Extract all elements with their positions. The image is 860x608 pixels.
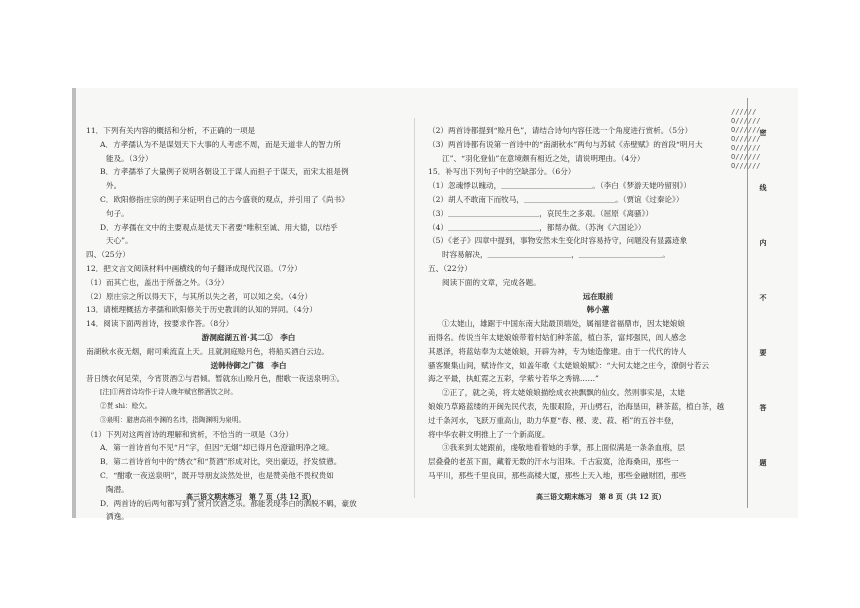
text-line: （3）两首诗都有说第一首诗中的“南湖秋水”两句与苏轼《赤壁赋》的首段“明月大: [428, 139, 703, 149]
text-line: （1）忽魂悸以魄动，＿＿＿＿＿＿＿＿＿＿＿＿。（李白《梦游天姥吟留别》）: [428, 181, 692, 191]
text-line: 海之平最，执虹霓之五彩，学紫兮若华之秀锦……”: [428, 374, 599, 384]
text-line: 五、（22分）: [428, 263, 472, 273]
text-line: ③泉明：避唐高祖李渊的名讳，指陶渊明为泉明。: [100, 415, 246, 424]
text-line: 陶潜。: [106, 484, 129, 494]
text-line: D．方孝孺在文中的主要观点是忧天下者要“唯积至诚、用大德，以结乎: [100, 222, 338, 232]
text-line: 阅读下面的文章，完成各题。: [442, 277, 541, 287]
text-line: （2）原庄宗之所以得天下，与其所以失之者，可以知之矣。（4分）: [86, 291, 313, 301]
seal-label: 内: [759, 238, 767, 247]
seal-label: 线: [759, 183, 767, 192]
right-page-footer: 高三语文期末练习 第 8 页（共 12 页）: [536, 492, 666, 501]
text-line: ②贳 shì：赊欠。: [100, 401, 152, 410]
text-line: B．方孝孺举了大量例子说明各朝设工于谋人而担子于谋天，而宋太祖是例: [100, 167, 349, 177]
text-line: 11．下列有关内容的概括和分析，不正确的一项是: [86, 126, 256, 135]
text-line: 15．补写出下列句子中的空缺部分。（6分）: [428, 167, 576, 177]
text-line: 昔日绣衣何足荣，今宵贳酒②与君倾。暂就东山赊月色，酣歌一夜送泉明③。: [86, 374, 345, 384]
text-line: （2）两首诗都提到“赊月色”，请结合诗句内容任选一个角度进行赏析。（5分）: [428, 126, 693, 135]
left-page: [86, 124, 411, 524]
text-line: 13．请梳理概括方孝孺和欧阳修关于历史教训的认知的异同。（4分）: [86, 305, 317, 315]
seal-label: 密: [759, 128, 767, 137]
exam-sheet: [72, 88, 798, 522]
text-line: A．第一首诗首句不见“月”字，但因“无烟”却已得月色澄澈明净之境。: [100, 443, 334, 453]
text-line: ①太姥山，雄踞于中国东南大陆最顶端处，属福建省福鼎市，因太姥娘娘: [442, 319, 685, 329]
text-line: （1）而其亡也，盖出于所备之外。（3分）: [86, 277, 229, 287]
text-line: 游洞庭湖五首·其二① 李白: [201, 332, 296, 342]
text-line: 骚客聚集山间，赋诗作文，如盖年歌《太姥娘娘赋》：“大何太姥之庄今，潦倒兮若云: [428, 360, 710, 370]
text-line: D．两首诗的后两句都写到了赏月饮酒之乐。都能表现李白的洒脱不羁，豪放: [100, 498, 357, 508]
text-line: 马平川，那些千里良田，那些高楼大厦，那些上天入地，那些金融财团，那些: [428, 470, 687, 480]
text-line: A．方孝孺认为不是谋划天下大事的人考虑不周，而是天道非人的智力所: [100, 139, 341, 149]
text-line: 将中华农耕文明推上了一个新高度。: [428, 429, 550, 439]
text-line: 过千条河水，飞跃万重高山，助力华夏“春、稷、麦、菽、稻”的五谷丰登，: [428, 415, 679, 425]
text-line: 江”、“羽化登仙”在意境颇有相近之处，请说明理由。（4分）: [442, 153, 645, 163]
page-fold: [414, 118, 415, 498]
text-line: 其恩泽，将蓝姑奉为太姥娘娘，开辟为神，专为她造像建。由于一代代的诗人: [428, 346, 687, 356]
text-line: 外。: [106, 181, 122, 191]
text-line: 时容易解决，＿＿＿＿＿＿＿＿＿＿＿，＿＿＿＿＿＿＿＿＿＿＿。: [442, 250, 670, 260]
text-line: 远在眼前: [582, 291, 614, 301]
text-line: 韩小蕙: [586, 305, 610, 315]
text-line: （3）＿＿＿＿＿＿＿＿＿＿＿＿，哀民生之多艰。（屈原《离骚》）: [428, 208, 654, 218]
text-line: 12．把文言文阅读材料中画横线的句子翻译成现代汉语。（7分）: [86, 263, 302, 273]
text-line: 洒逸。: [106, 512, 129, 522]
seal-label: 不: [759, 293, 767, 302]
text-line: 句子。: [106, 208, 129, 218]
text-line: （2）胡人不敢南下而牧马，＿＿＿＿＿＿＿＿＿＿＿＿。（贾谊《过秦论》）: [428, 194, 684, 204]
text-line: 四、（25分）: [86, 250, 130, 260]
seal-labels: [747, 98, 792, 508]
text-line: 天心”。: [106, 236, 133, 246]
text-line: 而得名。传说当年太姥娘娘带着村姑们种茶蓝，植白茶，富邦强民，闾人感念: [428, 332, 687, 342]
text-line: ②正了，就之美，将太姥娘娘描绘成衣袂飘飘的仙女。然则事实是，太姥: [442, 388, 685, 398]
seal-label: 答: [759, 403, 767, 412]
seal-label: 题: [759, 458, 767, 467]
text-line: 娘娘乃草路蓝缕的开闽先民代表，先服艰险，开山劈石，治海垦田，耕茶蓝，植白茶，越: [428, 401, 725, 411]
text-line: [注]①两首诗均作于诗人晚年赋官醉酒饮之时。: [100, 388, 238, 397]
text-line: 送韩侍御之广德 李白: [210, 360, 287, 370]
text-line: （5）《老子》四章中提到，事物安然未生变化时容易持守，问题没有显露迹象: [428, 236, 688, 246]
left-page-footer: 高三语文期末练习 第 7 页（共 12 页）: [186, 492, 316, 501]
right-page: [428, 124, 768, 483]
binding-line: //////O//////O//////O//////O//////O//////O//////: [731, 108, 761, 170]
text-line: C．“酣歌一夜送泉明”，既开导朋友淡然处世，也是赞美他不畏权贵如: [100, 470, 334, 480]
text-line: （4）＿＿＿＿＿＿＿＿＿＿＿＿，都帮办做。（苏洵《六国论》）: [428, 222, 646, 232]
text-line: （1）下列对这两首诗的理解和赏析，不恰当的一项是（3分）: [86, 429, 294, 439]
seal-label: 要: [759, 348, 767, 357]
text-line: 能及。（3分）: [106, 153, 153, 163]
binding-margin: [731, 88, 795, 518]
text-line: ③我来到太姥跟前，虔敬地看着她的手掌，那上面似满是一条条血痕，层: [442, 443, 685, 453]
text-line: 层叠叠的老茧下面，藏着无数的汗水与泪珠。千古寂寞，沧海桑田，那些一: [428, 457, 679, 467]
text-line: B．第二首诗首句中的“绣衣”和“贳酒”形成对比，突出豪迈，抒发愤懑。: [100, 457, 342, 467]
text-line: 14．阅读下面两首诗，按要求作答。（8分）: [86, 319, 234, 329]
text-line: 南湖秋水夜无烟，耐可乘流直上天。且就洞庭赊月色，将船买酒白云边。: [86, 346, 329, 356]
text-line: C．欧阳修指庄宗的例子来证明自己的古今盛衰的观点，并引用了《尚书》: [100, 194, 349, 204]
